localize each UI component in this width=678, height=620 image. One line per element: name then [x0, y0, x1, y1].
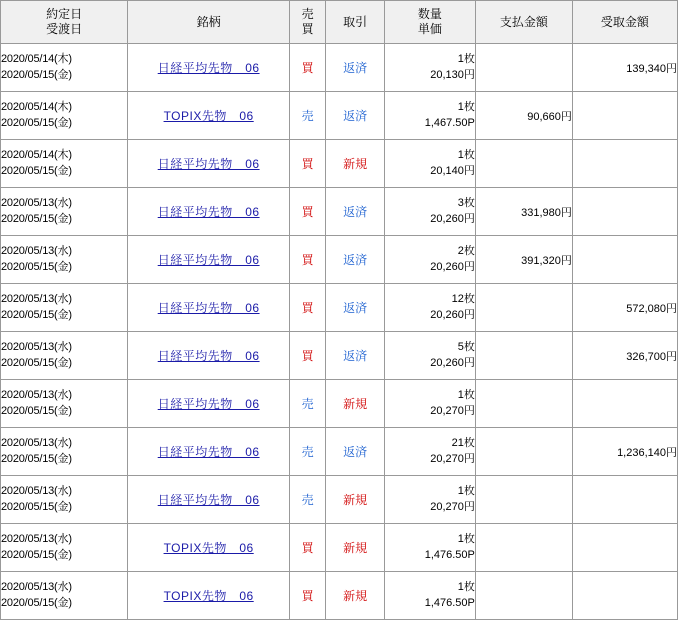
- instrument-link[interactable]: 日経平均先物 06: [157, 157, 260, 171]
- settlement-date: 2020/05/15(金): [1, 356, 72, 369]
- quantity-value: 1枚: [457, 148, 475, 161]
- cell-trade-type: [326, 332, 385, 380]
- column-header-buysell: [289, 1, 325, 44]
- instrument-link[interactable]: 日経平均先物 06: [157, 445, 260, 459]
- settlement-date: 2020/05/15(金): [1, 212, 72, 225]
- cell-payment-amount: 391,320円: [475, 236, 572, 284]
- cell-dates: [1, 476, 128, 524]
- table-row: [1, 140, 678, 188]
- cell-receipt-amount: [572, 188, 677, 236]
- unit-price-value: 1,476.50P: [424, 548, 475, 561]
- unit-price-value: 20,260円: [430, 212, 475, 225]
- settlement-date: 2020/05/15(金): [1, 164, 72, 177]
- settlement-date: 2020/05/15(金): [1, 452, 72, 465]
- table-row: [1, 44, 678, 92]
- quantity-value: 1枚: [457, 580, 475, 593]
- table-row: [1, 284, 678, 332]
- table-row: [1, 428, 678, 476]
- trade-type-label: 新規: [343, 589, 368, 603]
- buysell-label: 買: [301, 157, 314, 171]
- trade-date: 2020/05/13(水): [1, 244, 72, 257]
- cell-instrument: [128, 44, 290, 92]
- cell-buysell: [289, 572, 325, 620]
- cell-quantity-price: [384, 380, 475, 428]
- cell-trade-type: [326, 572, 385, 620]
- cell-receipt-amount: 139,340円: [572, 44, 677, 92]
- cell-payment-amount: [475, 572, 572, 620]
- cell-instrument: [128, 140, 290, 188]
- cell-quantity-price: [384, 476, 475, 524]
- cell-buysell: [289, 44, 325, 92]
- cell-dates: [1, 380, 128, 428]
- cell-instrument: [128, 332, 290, 380]
- cell-buysell: [289, 140, 325, 188]
- cell-payment-amount: [475, 332, 572, 380]
- settlement-date: 2020/05/15(金): [1, 68, 72, 81]
- cell-trade-type: [326, 284, 385, 332]
- instrument-link[interactable]: TOPIX先物 06: [163, 109, 254, 123]
- cell-quantity-price: [384, 284, 475, 332]
- table-row: [1, 572, 678, 620]
- unit-price-value: 20,270円: [430, 452, 475, 465]
- trade-type-label: 返済: [343, 445, 368, 459]
- cell-receipt-amount: 1,236,140円: [572, 428, 677, 476]
- cell-dates: [1, 188, 128, 236]
- cell-receipt-amount: [572, 572, 677, 620]
- trade-date: 2020/05/13(水): [1, 484, 72, 497]
- trade-type-label: 新規: [343, 157, 368, 171]
- cell-quantity-price: [384, 428, 475, 476]
- cell-trade-type: [326, 140, 385, 188]
- column-header-date: [1, 1, 128, 44]
- cell-payment-amount: [475, 524, 572, 572]
- buysell-label: 売: [301, 445, 314, 459]
- trade-type-label: 返済: [343, 349, 368, 363]
- column-header-quantity: [384, 1, 475, 44]
- unit-price-value: 1,476.50P: [424, 596, 475, 609]
- settlement-date: 2020/05/15(金): [1, 116, 72, 129]
- instrument-link[interactable]: 日経平均先物 06: [157, 349, 260, 363]
- unit-price-value: 20,260円: [430, 308, 475, 321]
- cell-instrument: [128, 572, 290, 620]
- cell-trade-type: [326, 188, 385, 236]
- unit-price-value: 20,270円: [430, 404, 475, 417]
- trade-date: 2020/05/14(木): [1, 148, 72, 161]
- cell-quantity-price: [384, 188, 475, 236]
- buysell-label: 買: [301, 205, 314, 219]
- quantity-value: 12枚: [451, 292, 475, 305]
- trade-type-label: 新規: [343, 397, 368, 411]
- settlement-date: 2020/05/15(金): [1, 404, 72, 417]
- trade-type-label: 返済: [343, 61, 368, 75]
- cell-dates: [1, 332, 128, 380]
- instrument-link[interactable]: 日経平均先物 06: [157, 493, 260, 507]
- trade-date: 2020/05/13(水): [1, 340, 72, 353]
- cell-quantity-price: [384, 140, 475, 188]
- unit-price-value: 20,260円: [430, 260, 475, 273]
- quantity-value: 21枚: [451, 436, 475, 449]
- column-header-name: 銘柄: [128, 1, 290, 44]
- trade-date: 2020/05/13(水): [1, 292, 72, 305]
- table-header-row: [1, 1, 678, 44]
- cell-receipt-amount: [572, 140, 677, 188]
- cell-quantity-price: [384, 44, 475, 92]
- buysell-label: 買: [301, 61, 314, 75]
- buysell-label: 買: [301, 541, 314, 555]
- buysell-label: 売: [301, 493, 314, 507]
- cell-instrument: [128, 188, 290, 236]
- cell-dates: [1, 572, 128, 620]
- instrument-link[interactable]: 日経平均先物 06: [157, 61, 260, 75]
- buysell-label: 買: [301, 589, 314, 603]
- trade-type-label: 新規: [343, 541, 368, 555]
- cell-instrument: [128, 92, 290, 140]
- unit-price-value: 1,467.50P: [424, 116, 475, 129]
- cell-receipt-amount: [572, 236, 677, 284]
- trade-date: 2020/05/13(水): [1, 196, 72, 209]
- trade-date: 2020/05/13(水): [1, 580, 72, 593]
- cell-buysell: [289, 92, 325, 140]
- cell-quantity-price: [384, 332, 475, 380]
- cell-dates: [1, 44, 128, 92]
- cell-buysell: [289, 236, 325, 284]
- cell-payment-amount: [475, 428, 572, 476]
- cell-receipt-amount: [572, 476, 677, 524]
- instrument-link[interactable]: TOPIX先物 06: [163, 589, 254, 603]
- cell-payment-amount: [475, 380, 572, 428]
- instrument-link[interactable]: 日経平均先物 06: [157, 301, 260, 315]
- trade-date: 2020/05/14(木): [1, 52, 72, 65]
- cell-receipt-amount: [572, 380, 677, 428]
- trade-type-label: 返済: [343, 253, 368, 267]
- settlement-date: 2020/05/15(金): [1, 596, 72, 609]
- trade-date: 2020/05/13(水): [1, 436, 72, 449]
- cell-trade-type: [326, 476, 385, 524]
- cell-buysell: [289, 188, 325, 236]
- buysell-label: 買: [301, 301, 314, 315]
- cell-buysell: [289, 428, 325, 476]
- cell-buysell: [289, 476, 325, 524]
- settlement-date: 2020/05/15(金): [1, 308, 72, 321]
- instrument-link[interactable]: 日経平均先物 06: [157, 205, 260, 219]
- cell-buysell: [289, 524, 325, 572]
- table-header: [1, 1, 678, 44]
- buysell-label: 売: [301, 397, 314, 411]
- cell-instrument: [128, 380, 290, 428]
- quantity-value: 3枚: [457, 196, 475, 209]
- quantity-value: 1枚: [457, 484, 475, 497]
- quantity-value: 5枚: [457, 340, 475, 353]
- cell-instrument: [128, 476, 290, 524]
- trade-date: 2020/05/13(水): [1, 388, 72, 401]
- column-header-sell: 売: [301, 7, 314, 21]
- table-row: [1, 188, 678, 236]
- table-row: [1, 92, 678, 140]
- cell-payment-amount: [475, 476, 572, 524]
- cell-quantity-price: [384, 92, 475, 140]
- quantity-value: 1枚: [457, 100, 475, 113]
- trade-type-label: 返済: [343, 301, 368, 315]
- cell-quantity-price: [384, 524, 475, 572]
- settlement-date: 2020/05/15(金): [1, 260, 72, 273]
- cell-trade-type: [326, 428, 385, 476]
- cell-receipt-amount: 326,700円: [572, 332, 677, 380]
- trade-type-label: 返済: [343, 109, 368, 123]
- unit-price-value: 20,270円: [430, 500, 475, 513]
- column-header-settle-date: 受渡日: [46, 22, 83, 36]
- trade-date: 2020/05/14(木): [1, 100, 72, 113]
- table-row: [1, 236, 678, 284]
- trade-type-label: 新規: [343, 493, 368, 507]
- cell-instrument: [128, 428, 290, 476]
- table-row: [1, 524, 678, 572]
- cell-instrument: [128, 524, 290, 572]
- cell-trade-type: [326, 524, 385, 572]
- cell-trade-type: [326, 236, 385, 284]
- unit-price-value: 20,130円: [430, 68, 475, 81]
- quantity-value: 1枚: [457, 388, 475, 401]
- instrument-link[interactable]: 日経平均先物 06: [157, 397, 260, 411]
- table-body: [1, 44, 678, 620]
- trade-type-label: 返済: [343, 205, 368, 219]
- quantity-value: 1枚: [457, 532, 475, 545]
- cell-dates: [1, 524, 128, 572]
- settlement-date: 2020/05/15(金): [1, 500, 72, 513]
- cell-dates: [1, 428, 128, 476]
- settlement-date: 2020/05/15(金): [1, 548, 72, 561]
- buysell-label: 売: [301, 109, 314, 123]
- cell-payment-amount: [475, 284, 572, 332]
- column-header-price-line: 単価: [417, 22, 442, 36]
- cell-buysell: [289, 380, 325, 428]
- buysell-label: 買: [301, 253, 314, 267]
- cell-buysell: [289, 332, 325, 380]
- cell-dates: [1, 284, 128, 332]
- cell-quantity-price: [384, 236, 475, 284]
- cell-payment-amount: 90,660円: [475, 92, 572, 140]
- cell-payment-amount: [475, 140, 572, 188]
- cell-trade-type: [326, 380, 385, 428]
- quantity-value: 1枚: [457, 52, 475, 65]
- cell-buysell: [289, 284, 325, 332]
- cell-receipt-amount: 572,080円: [572, 284, 677, 332]
- column-header-receipt: 受取金額: [572, 1, 677, 44]
- cell-payment-amount: [475, 44, 572, 92]
- table-row: [1, 476, 678, 524]
- instrument-link[interactable]: TOPIX先物 06: [163, 541, 254, 555]
- cell-instrument: [128, 284, 290, 332]
- cell-dates: [1, 236, 128, 284]
- cell-quantity-price: [384, 572, 475, 620]
- cell-instrument: [128, 236, 290, 284]
- cell-trade-type: [326, 92, 385, 140]
- table-row: [1, 332, 678, 380]
- unit-price-value: 20,140円: [430, 164, 475, 177]
- cell-receipt-amount: [572, 524, 677, 572]
- quantity-value: 2枚: [457, 244, 475, 257]
- buysell-label: 買: [301, 349, 314, 363]
- unit-price-value: 20,260円: [430, 356, 475, 369]
- column-header-trade-date: 約定日: [46, 7, 83, 21]
- cell-dates: [1, 92, 128, 140]
- cell-trade-type: [326, 44, 385, 92]
- column-header-payment: 支払金額: [475, 1, 572, 44]
- column-header-trade: 取引: [326, 1, 385, 44]
- cell-receipt-amount: [572, 92, 677, 140]
- instrument-link[interactable]: 日経平均先物 06: [157, 253, 260, 267]
- column-header-buy: 買: [301, 22, 314, 36]
- cell-dates: [1, 140, 128, 188]
- trade-date: 2020/05/13(水): [1, 532, 72, 545]
- column-header-qty-line: 数量: [417, 7, 442, 21]
- cell-payment-amount: 331,980円: [475, 188, 572, 236]
- table-row: [1, 380, 678, 428]
